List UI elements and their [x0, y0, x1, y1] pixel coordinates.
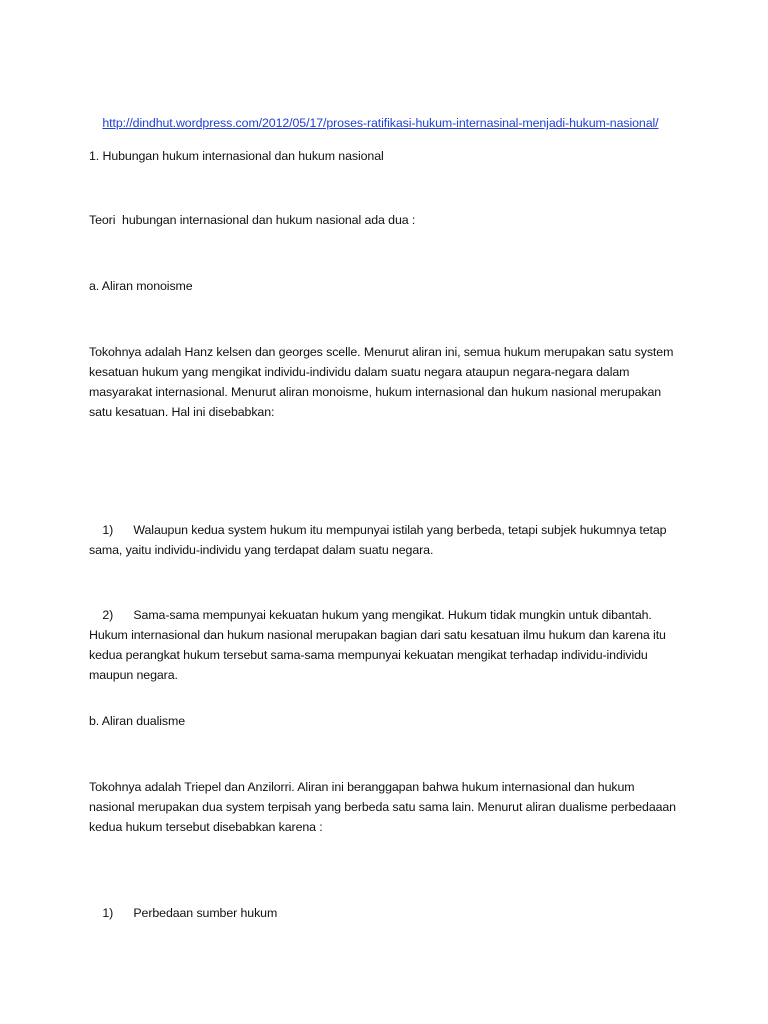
heading-hubungan: 1. Hubungan hukum internasional dan hukum nasional: [89, 149, 384, 163]
list-number: 2): [102, 608, 114, 622]
list-item-text: Sama-sama mempunyai kekuatan hukum yang mengikat. Hukum tidak mungkin untuk dibantah. Hukum internasional dan hukum nasional merupakan bagian dari satu kesatuan ilmu hukum dan karena itu kedua perangkat hukum tersebut sama-sama mempunyai kekuatan mengikat terhadap individu-individu maupun negara.: [89, 608, 670, 682]
source-link-text[interactable]: http://dindhut.wordpress.com/2012/05/17/proses-ratifikasi-hukum-internasinal-menjadi-hukum-nasional/: [102, 116, 659, 130]
section-b-title: b. Aliran dualisme: [89, 714, 185, 728]
section-a-title: a. Aliran monoisme: [89, 279, 193, 293]
list-item-text: Walaupun kedua system hukum itu mempunyai istilah yang berbeda, tetapi subjek hukumnya tetap sama, yaitu individu-individu yang terdapat dalam suatu negara.: [89, 523, 670, 557]
list-item-text: Perbedaan sumber hukum: [133, 906, 278, 920]
section-a-paragraph: Tokohnya adalah Hanz kelsen dan georges scelle. Menurut aliran ini, semua hukum merupakan satu system kesatuan hukum yang mengikat individu-individu dalam suatu negara ataupun negara-negara dalam masyarakat internasional. Menurut aliran monoisme, hukum internasional dan hukum nasional merupakan satu kesatuan. Hal ini disebabkan:: [89, 345, 677, 419]
section-b-paragraph: Tokohnya adalah Triepel dan Anzilorri. Aliran ini beranggapan bahwa hukum internasional dan hukum nasional merupakan dua system terpisah yang berbeda satu sama lain. Menurut aliran dualisme perbedaaan kedua hukum tersebut disebabkan karena :: [89, 780, 680, 834]
section-b-item-1: [89, 883, 679, 943]
list-number: 1): [102, 523, 114, 537]
section-a-item-1: [89, 500, 679, 580]
source-link[interactable]: [89, 93, 679, 153]
list-number: 1): [102, 906, 114, 920]
section-a-item-2: [89, 585, 679, 705]
intro-paragraph: Teori hubungan internasional dan hukum nasional ada dua :: [89, 213, 416, 227]
